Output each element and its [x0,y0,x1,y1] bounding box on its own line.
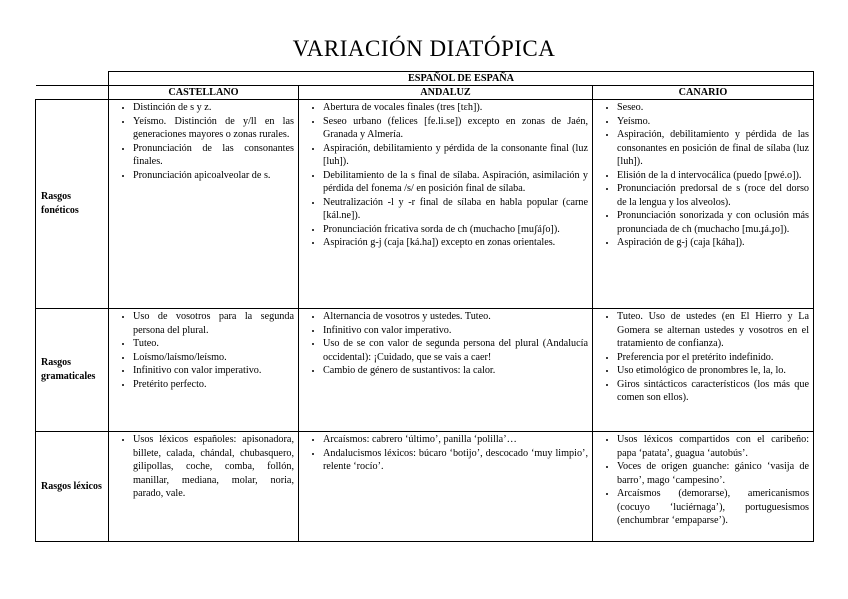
cell-andaluz [299,100,593,309]
list-item: • Neutralización -l y -r final de sílaba en habla popular (carne [kál.ne]). [323,196,588,223]
list-item: • Tuteo. Uso de ustedes (en El Hierro y La Gomera se alternan ustedes y vosotros en el tratamiento de confianza). [617,310,809,351]
column-header-castellano: CASTELLANO [109,86,299,100]
list-item: • Infinitivo con valor imperativo. [133,364,294,378]
cell-andaluz [299,432,593,542]
list-item: • Yeísmo. Distinción de y/ll en las generaciones mayores o zonas rurales. [133,115,294,142]
row-label: Rasgos léxicos [36,432,109,542]
list-item: • Loísmo/laísmo/leísmo. [133,351,294,365]
group-header: ESPAÑOL DE ESPAÑA [109,72,814,86]
list-item: • Alternancia de vosotros y ustedes. Tuteo. [323,310,588,324]
list-item: • Pretérito perfecto. [133,378,294,392]
list-item: • Aspiración de g-j (caja [káha]). [617,236,809,250]
list-item: • Arcaísmos: cabrero ‘último’, panilla ‘polilla’… [323,433,588,447]
cell-castellano [109,309,299,432]
list-item: • Pronunciación apicoalveolar de s. [133,169,294,183]
list-item: • Uso etimológico de pronombres le, la, lo. [617,364,809,378]
row-label: Rasgos fonéticos [36,100,109,309]
list-item: • Pronunciación predorsal de s (roce del dorso de la lengua y los alveolos). [617,182,809,209]
cell-canario [593,309,814,432]
column-header-canario: CANARIO [593,86,814,100]
list-item: • Pronunciación sonorizada y con oclusión más pronunciada de ch (muchacho [mu.ɟá.ɟo]). [617,209,809,236]
list-item: • Arcaísmos (demorarse), americanismos (cocuyo ‘luciérnaga’), portuguesismos (enchumbrar ‘empaparse’). [617,487,809,528]
list-item: • Seseo urbano (felices [fe.li.se]) excepto en zonas de Jaén, Granada y Almería. [323,115,588,142]
column-header-andaluz: ANDALUZ [299,86,593,100]
cell-canario [593,100,814,309]
list-item: • Usos léxicos españoles: apisonadora, billete, calada, chándal, chubasquero, gilipollas, coche, comba, follón, manillar, mediana, molar, noria, parado, vale. [133,433,294,501]
cell-castellano [109,100,299,309]
list-item: • Pronunciación de las consonantes finales. [133,142,294,169]
variation-table [35,71,814,542]
list-item: • Pronunciación fricativa sorda de ch (muchacho [muʃáʃo]). [323,223,588,237]
list-item: • Elisión de la d intervocálica (puedo [pwé.o]). [617,169,809,183]
list-item: • Yeísmo. [617,115,809,129]
cell-andaluz [299,309,593,432]
list-item: • Debilitamiento de la s final de sílaba. Aspiración, asimilación y pérdida del fonema /s/ en posición final de sílaba. [323,169,588,196]
list-item: • Giros sintácticos característicos (los más que comen son ellos). [617,378,809,405]
list-item: • Uso de se con valor de segunda persona del plural (Andalucía occidental): ¡Cuidado, que se vais a caer! [323,337,588,364]
cell-castellano [109,432,299,542]
list-item: • Aspiración, debilitamiento y pérdida de las consonantes en posición de final de sílaba (luz [luh]). [617,128,809,169]
list-item: • Seseo. [617,101,809,115]
list-item: • Infinitivo con valor imperativo. [323,324,588,338]
list-item: • Abertura de vocales finales (tres [tɛh]). [323,101,588,115]
list-item: • Uso de vosotros para la segunda persona del plural. [133,310,294,337]
table-row [36,100,814,309]
list-item: • Aspiración, debilitamiento y pérdida de la consonante final (luz [luh]). [323,142,588,169]
row-label: Rasgos gramaticales [36,309,109,432]
list-item: • Aspiración g-j (caja [ká.ha]) excepto en zonas orientales. [323,236,588,250]
list-item: • Distinción de s y z. [133,101,294,115]
table-row [36,309,814,432]
page-title: VARIACIÓN DIATÓPICA [292,36,556,61]
list-item: • Preferencia por el pretérito indefinido. [617,351,809,365]
cell-canario [593,432,814,542]
list-item: • Tuteo. [133,337,294,351]
list-item: • Voces de origen guanche: gánico ‘vasija de barro’, mago ‘campesino’. [617,460,809,487]
table-row [36,432,814,542]
list-item: • Cambio de género de sustantivos: la calor. [323,364,588,378]
list-item: • Andalucismos léxicos: búcaro ‘botijo’, descocado ‘muy limpio’, relente ‘rocío’. [323,447,588,474]
list-item: • Usos léxicos compartidos con el caribeño: papa ‘patata’, guagua ‘autobús’. [617,433,809,460]
